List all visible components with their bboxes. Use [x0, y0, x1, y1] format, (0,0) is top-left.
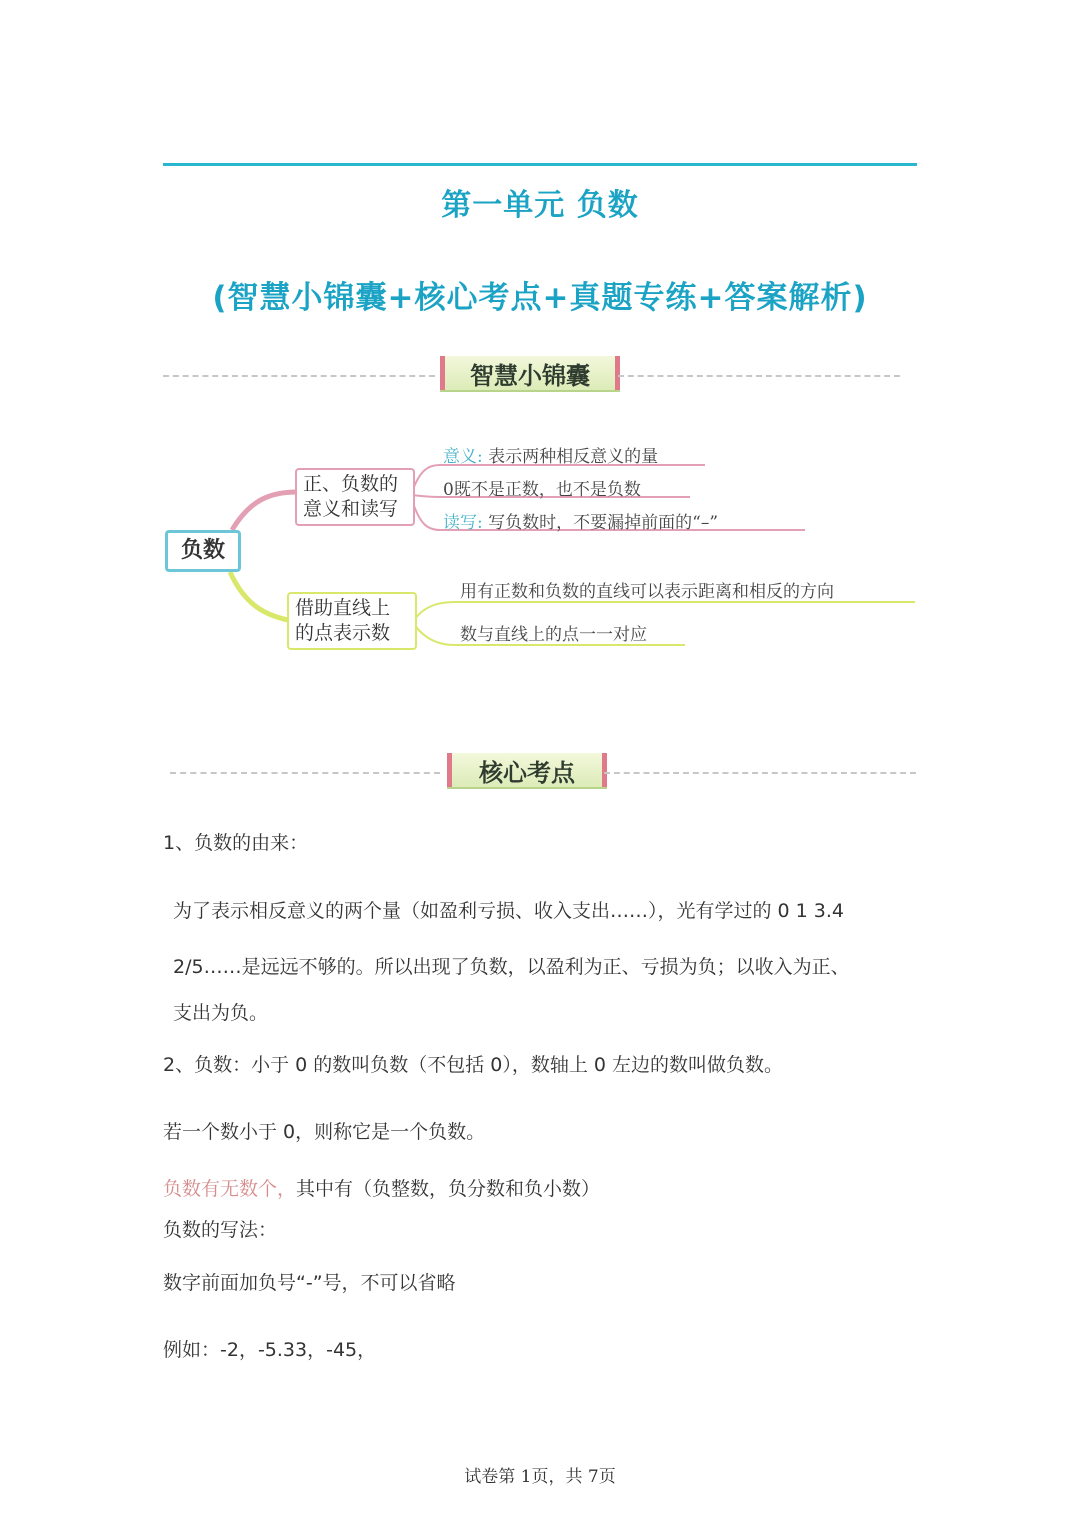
divider-right [604, 772, 916, 774]
divider-left [170, 772, 440, 774]
content-text: 负数有无数个，其中有（负整数，负分数和负小数） [163, 1178, 601, 1200]
leaf-correspondence: 数与直线上的点一一对应 [460, 625, 647, 645]
leaf-zero: 0既不是正数，也不是负数 [443, 480, 641, 500]
content-text: 支出为负。 [173, 1002, 269, 1024]
page-subtitle: (智慧小锦囊+核心考点+真题专练+答案解析) [212, 280, 868, 316]
mindmap-root: 负数 [165, 530, 241, 572]
content-text: 数字前面加负号“-”号，不可以省略 [163, 1272, 456, 1294]
section-label-core: 核心考点 [479, 758, 575, 787]
content-heading-definition: 2、负数：小于 0 的数叫负数（不包括 0），数轴上 0 左边的数叫做负数。 [163, 1054, 784, 1076]
highlight-text: 负数有无数个， [163, 1178, 297, 1200]
connector-branch2 [230, 572, 288, 620]
mindmap-branch-numberline: 借助直线上 的点表示数 [287, 592, 417, 650]
leaf-read-write: 读写: 写负数时，不要漏掉前面的“–” [443, 513, 719, 533]
leaf-meaning: 意义: 表示两种相反意义的量 [443, 447, 659, 467]
content-text: 负数的写法： [163, 1219, 278, 1241]
content-heading-origin: 1、负数的由来： [163, 832, 309, 854]
page-title: 第一单元 负数 [441, 188, 639, 223]
content-text: 例如：-2，-5.33，-45， [163, 1339, 377, 1361]
connector-branch1 [232, 492, 297, 530]
section-banner-core [447, 753, 607, 787]
content-text: 若一个数小于 0，则称它是一个负数。 [163, 1121, 486, 1143]
page-footer: 试卷第 1页，共 7页 [464, 1467, 616, 1487]
section-label-tips: 智慧小锦囊 [470, 361, 590, 390]
leaf-numberline: 用有正数和负数的直线可以表示距离和相反的方向 [460, 582, 834, 602]
mindmap-branch-meaning: 正、负数的 意义和读写 [295, 468, 415, 526]
content-text: 2/5……是远远不够的。所以出现了负数，以盈利为正、亏损为负；以收入为正、 [173, 956, 850, 978]
content-text: 为了表示相反意义的两个量（如盈利亏损、收入支出……），光有学过的 0 1 3.4 [173, 900, 845, 922]
